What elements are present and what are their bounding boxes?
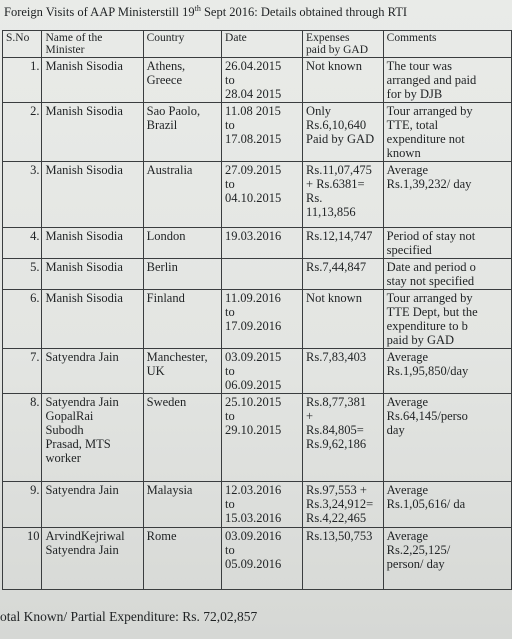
header-country: Country [143, 31, 221, 58]
row-date: 26.04.2015 to 28.04 2015 [222, 58, 303, 103]
row-sno: 8. [3, 394, 42, 482]
row-country: London [143, 228, 221, 259]
row-minister: Manish Sisodia [42, 259, 143, 290]
row-date: 03.09.2015 to 06.09.2015 [222, 349, 303, 394]
row-comments: Average Rs.1,05,616/ da [383, 482, 511, 528]
row-sno: 2. [3, 103, 42, 162]
row-country: Sao Paolo, Brazil [143, 103, 221, 162]
visits-table [2, 30, 512, 590]
row-comments: Date and period o stay not specified [383, 259, 511, 290]
row-date: 19.03.2016 [222, 228, 303, 259]
row-sno: 6. [3, 290, 42, 349]
row-comments: Average Rs.2,25,125/ person/ day [383, 528, 511, 590]
table-row [3, 482, 512, 528]
row-date [222, 259, 303, 290]
table-row [3, 349, 512, 394]
row-comments: The tour was arranged and paid for by DJB [383, 58, 511, 103]
row-sno: 4. [3, 228, 42, 259]
row-comments: Average Rs.64,145/perso day [383, 394, 511, 482]
header-date: Date [222, 31, 303, 58]
table-header-row [3, 31, 512, 58]
row-minister: Manish Sisodia [42, 58, 143, 103]
row-expense: Not known [303, 290, 384, 349]
row-expense: Not known [303, 58, 384, 103]
row-date: 27.09.2015 to 04.10.2015 [222, 162, 303, 228]
row-minister: Manish Sisodia [42, 103, 143, 162]
row-minister: Satyendra Jain [42, 349, 143, 394]
row-country: Berlin [143, 259, 221, 290]
row-comments: Average Rs.1,39,232/ day [383, 162, 511, 228]
table-row [3, 394, 512, 482]
table-row [3, 228, 512, 259]
row-country: Malaysia [143, 482, 221, 528]
row-country: Australia [143, 162, 221, 228]
row-minister: Manish Sisodia [42, 162, 143, 228]
row-comments: Average Rs.1,95,850/day [383, 349, 511, 394]
row-country: Athens, Greece [143, 58, 221, 103]
row-sno: 9. [3, 482, 42, 528]
title-text-rest: Sept 2016: Details obtained through RTI [200, 5, 407, 20]
row-sno: 3. [3, 162, 42, 228]
row-sno: 7. [3, 349, 42, 394]
table-row [3, 290, 512, 349]
table-row [3, 103, 512, 162]
row-minister: ArvindKejriwal Satyendra Jain [42, 528, 143, 590]
row-comments: Tour arranged by TTE, total expenditure not known [383, 103, 511, 162]
row-expense: Rs.97,553 + Rs.3,24,912= Rs.4,22,465 [303, 482, 384, 528]
row-date: 03.09.2016 to 05.09.2016 [222, 528, 303, 590]
row-date: 11.09.2016 to 17.09.2016 [222, 290, 303, 349]
row-date: 11.08 2015 to 17.08.2015 [222, 103, 303, 162]
header-expenses: Expenses paid by GAD [303, 31, 384, 58]
header-comments: Comments [383, 31, 511, 58]
row-sno: 5. [3, 259, 42, 290]
row-country: Sweden [143, 394, 221, 482]
row-expense: Rs.11,07,475 + Rs.6381= Rs. 11,13,856 [303, 162, 384, 228]
row-minister: Manish Sisodia [42, 228, 143, 259]
table-row [3, 58, 512, 103]
title-text: Foreign Visits of AAP Ministerstill 19 [4, 5, 195, 20]
header-minister: Name of the Minister [42, 31, 143, 58]
title-superscript: th [194, 4, 201, 13]
row-sno: 1. [3, 58, 42, 103]
table-row [3, 162, 512, 228]
page-title [4, 4, 512, 20]
header-sno: S.No [3, 31, 42, 58]
row-expense: Only Rs.6,10,640 Paid by GAD [303, 103, 384, 162]
row-expense: Rs.7,83,403 [303, 349, 384, 394]
table-row [3, 259, 512, 290]
row-country: Finland [143, 290, 221, 349]
row-minister: Satyendra Jain GopalRai Subodh Prasad, MTS worker [42, 394, 143, 482]
row-date: 12.03.2016 to 15.03.2016 [222, 482, 303, 528]
row-sno: 10 [3, 528, 42, 590]
row-date: 25.10.2015 to 29.10.2015 [222, 394, 303, 482]
row-minister: Satyendra Jain [42, 482, 143, 528]
row-country: Manchester, UK [143, 349, 221, 394]
row-expense: Rs.7,44,847 [303, 259, 384, 290]
row-expense: Rs.8,77,381 + Rs.84,805= Rs.9,62,186 [303, 394, 384, 482]
row-comments: Period of stay not specified [383, 228, 511, 259]
total-expenditure: otal Known/ Partial Expenditure: Rs. 72,02,857 [0, 609, 258, 624]
row-expense: Rs.13,50,753 [303, 528, 384, 590]
table-row [3, 528, 512, 590]
row-country: Rome [143, 528, 221, 590]
row-minister: Manish Sisodia [42, 290, 143, 349]
row-expense: Rs.12,14,747 [303, 228, 384, 259]
row-comments: Tour arranged by TTE Dept, but the expenditure to b paid by GAD [383, 290, 511, 349]
